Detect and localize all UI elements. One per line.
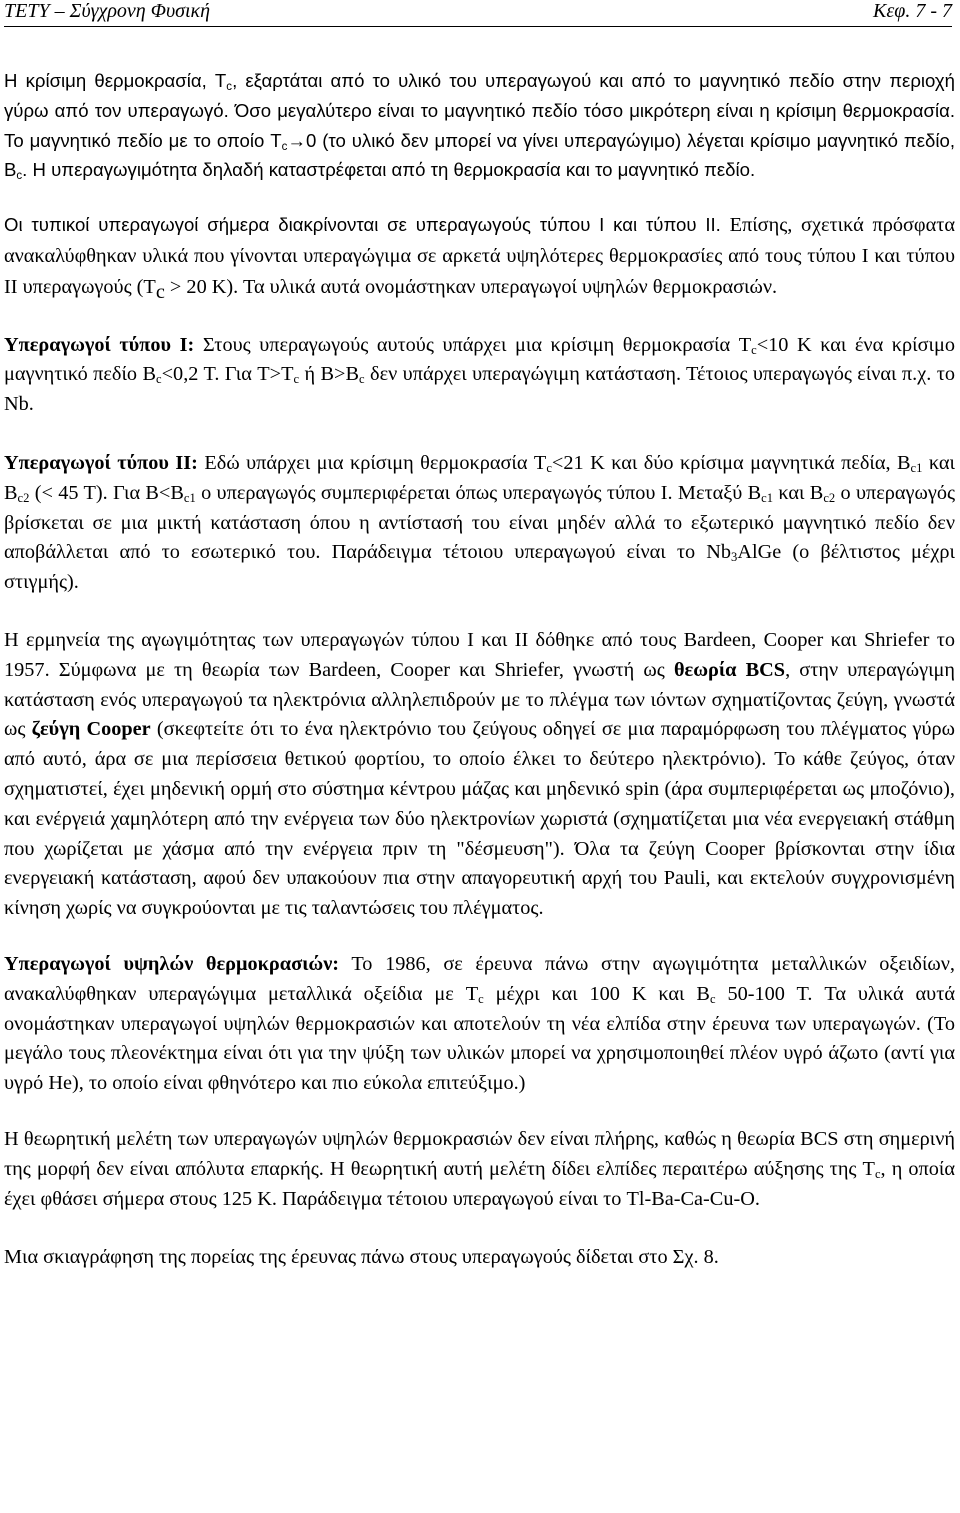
paragraph-theoretical-study: Η θεωρητική μελέτη των υπεραγωγών υψηλών θερμοκρασιών δεν είναι πλήρης, καθώς η θεωρία BCS στη σημερινή της μορφή δεν είναι απόλυτα επαρκής. Η θεωρητική αυτή μελέτη δίδει ελπίδες περαιτέρω αύξησης της $T_c$, η οποία έχει φθάσει σήμερα στους 125 K. Παράδειγμα τέτοιου υπεραγωγού είναι το Tl-Ba-Ca-Cu-O. [4,1127,956,1210]
header-divider [4,26,952,27]
paragraph-superconductor-types: Οι τυπικοί υπεραγωγοί σήμερα διακρίνονται σε υπεραγωγούς τύπου Ι και τύπου ΙΙ. Επίσης, σχετικά πρόσφατα ανακαλύφθηκαν υλικά που γίνονται υπεραγώγιμα σε αρκετά υψηλότερες θερμοκρασίες από τους τύπου Ι και τύπου ΙΙ υπεραγωγούς ($T_c > 20$ K). Τα υλικά αυτά ονομάστηκαν υπεραγωγοί υψηλών θερμοκρασιών. [4,214,956,303]
bcs-theory-term: θεωρία BCS [673,658,786,681]
paragraph-critical-temperature: Η κρίσιμη θερμοκρασία, $T_c$, εξαρτάται από το υλικό του υπεραγωγού και από το μαγνητικό πεδίο στην περιοχή γύρω από τον υπεραγωγό. Όσο μεγαλύτερο είναι το μαγνητικό πεδίο τόσο μικρότερη είναι η κρίσιμη θερμοκρασία. Το μαγνητικό πεδίο με το οποίο $T_c\to 0$ (το υλικό δεν μπορεί να γίνει υπεραγώγιμο) λέγεται κρίσιμο μαγνητικό πεδίο, $B_c$. Η υπεραγωγιμότητα δηλαδή καταστρέφεται από τη θερμοκρασία και το μαγνητικό πεδίο. [4,70,955,183]
page-header [4,0,952,22]
cooper-pairs-term: ζεύγη Cooper [31,718,151,741]
document-body [4,66,955,1273]
paragraph-figure-reference: Μια σκιαγράφηση της πορείας της έρευνας πάνω στους υπεραγωγούς δίδεται στο Σχ. 8. [4,1246,719,1269]
header-course-title: ΤΕΤΥ – Σύγχρονη Φυσική [4,0,211,22]
type-one-heading: Υπεραγωγοί τύπου Ι: [4,333,195,356]
paragraph-type-one: Υπεραγωγοί τύπου Ι: Στους υπεραγωγούς αυτούς υπάρχει μια κρίσιμη θερμοκρασία $T_c<10$ K και ένα κρίσιμο μαγνητικό πεδίο $B_c<0,2$ T. Για $T>T_c$ ή $B>B_c$ δεν υπάρχει υπεραγώγιμη κατάσταση. Τέτοιος υπεραγωγός είναι π.χ. το Nb. [4,333,956,416]
header-page-number: Κεφ. 7 - 7 [873,0,952,22]
paragraph-type-two: Υπεραγωγοί τύπου ΙΙ: Εδώ υπάρχει μια κρίσιμη θερμοκρασία $T_c<21$ K και δύο κρίσιμα μαγνητικά πεδία, $B_{c1}$ και $B_{c2}$ (< 45 T). Για $B<B_{c1}$ ο υπεραγωγός συμπεριφέρεται όπως υπεραγωγός τύπου Ι. Μεταξύ $B_{c1}$ και $B_{c2}$ ο υπεραγωγός βρίσκεται σε μια μικτή κατάσταση όπου η αντίστασή του είναι μηδέν αλλά το εξωτερικό μαγνητικό πεδίο δεν αποβάλλεται από το εσωτερικό του. Παράδειγμα τέτοιου υπεραγωγού είναι το $Nb_3AlGe$ (ο βέλτιστος μέχρι στιγμής). [4,451,955,594]
type-two-heading: Υπεραγωγοί τύπου ΙΙ: [4,451,198,474]
high-temperature-heading: Υπεραγωγοί υψηλών θερμοκρασιών: [4,952,340,975]
paragraph-bcs-theory: Η ερμηνεία της αγωγιμότητας των υπεραγωγών τύπου Ι και ΙΙ δόθηκε από τους Bardeen, Cooper και Shriefer το 1957. Σύμφωνα με τη θεωρία των Bardeen, Cooper και Shriefer, γνωστή ως θεωρία BCS, στην υπεραγώγιμη κατάσταση ενός υπεραγωγού τα ηλεκτρόνια αλληλεπιδρούν με το πλέγμα των ιόντων σχηματίζοντας ζεύγη, γνωστά ως ζεύγη Cooper (σκεφτείτε ότι το ένα ηλεκτρόνιο του ζεύγους οδηγεί σε μια παραμόρφωση του πλέγματος γύρω από αυτό, άρα σε μια περίσσεια θετικού φορτίου, το οποίο έλκει το δεύτερο ηλεκτρόνιο). Το κάθε ζεύγος, όταν σχηματιστεί, έχει μηδενική ορμή στο σύστημα κέντρου μάζας και μηδενικό spin (άρα συμπεριφέρεται ως μποζόνιο), και ενέργειά χαμηλότερη από την ενέργεια των δύο ηλεκτρονίων χωριστά (σχηματίζεται μια νέα ενεργειακή στάθμη που χωρίζεται με χάσμα από την ενέργεια πριν τη "δέσμευση"). Όλα τα ζεύγη Cooper βρίσκονται στην ίδια ενεργειακή κατάσταση, αφού δεν υπακούουν πια στην απαγορευτική αρχή του Pauli, και εκτελούν συγχρονισμένη κίνηση χωρίς να συγκρούονται με τις ταλαντώσεις του πλέγματος. [4,628,956,920]
paragraph-high-temperature: Υπεραγωγοί υψηλών θερμοκρασιών: Το 1986, σε έρευνα πάνω στην αγωγιμότητα μεταλλικών οξειδίων, ανακαλύφθηκαν υπεραγώγιμα μεταλλικά οξείδια με $T_c$ μέχρι και 100 K και $B_c$ 50-100 T. Τα υλικά αυτά ονομάστηκαν υπεραγωγοί υψηλών θερμοκρασιών και αποτελούν τη νέα ελπίδα στην έρευνα των υπεραγωγών. (Το μεγάλο τους πλεονέκτημα είναι ότι για την ψύξη των υλικών μπορεί να χρησιμοποιηθεί πλέον υγρό άζωτο (αντί για υγρό He), το οποίο είναι φθηνότερο και πιο εύκολα επιτεύξιμο.) [4,952,956,1095]
